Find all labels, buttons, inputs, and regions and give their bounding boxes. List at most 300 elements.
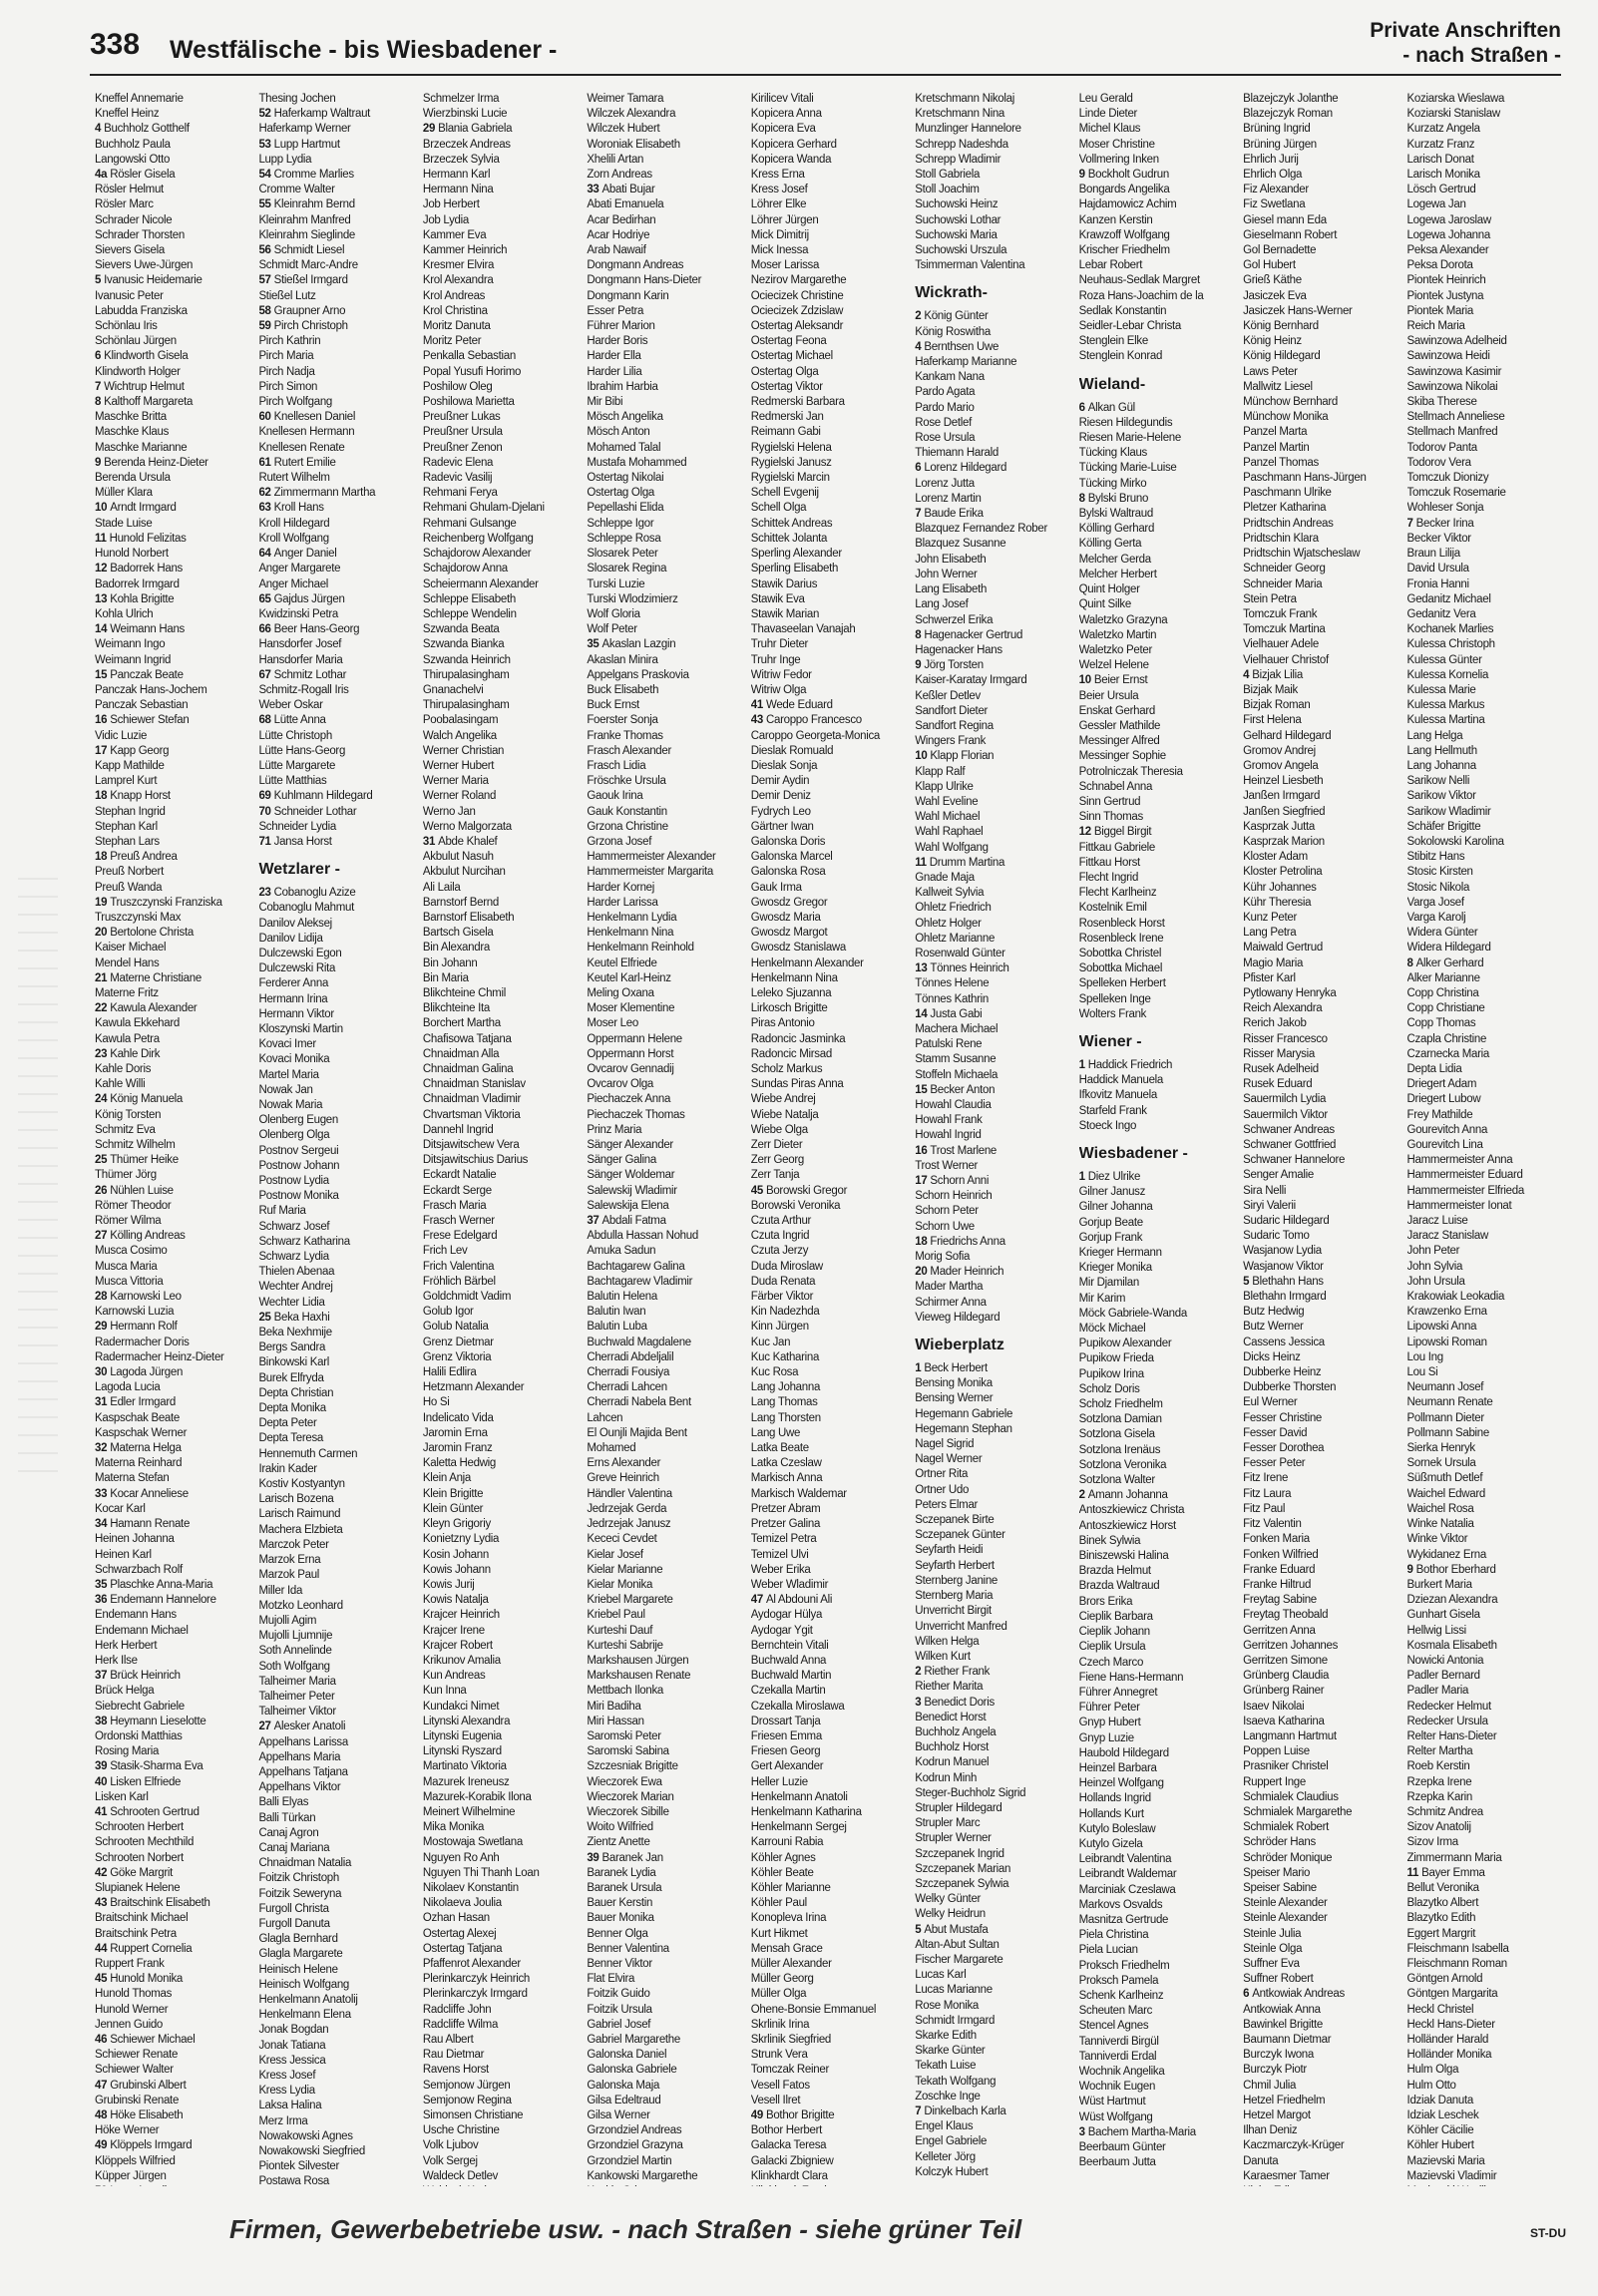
directory-entry: Kundakci Nimet	[422, 1700, 500, 1713]
directory-entry: Sotzlona Gisela	[1078, 1428, 1155, 1441]
directory-entry: Rosenwald Günter	[915, 947, 1005, 959]
directory-entry: Stein Petra	[1243, 592, 1297, 605]
directory-entry	[587, 2184, 745, 2186]
house-number: 65	[258, 592, 271, 605]
directory-entry: Schirmer Anna	[915, 1296, 987, 1309]
directory-entry: Henkelmann Nina	[587, 927, 674, 940]
directory-entry: Bawinkel Brigitte	[1243, 2018, 1324, 2031]
house-number: 17	[915, 1175, 928, 1188]
directory-entry: Glagla Margarete	[258, 1948, 343, 1961]
house-number: 35	[95, 1578, 108, 1591]
directory-entry: Schenk Karlheinz	[1078, 1989, 1164, 2002]
directory-entry: Sänger Woldemar	[587, 1169, 675, 1182]
directory-entry: Werno Malgorzata	[422, 820, 512, 833]
directory-entry: Schwerzel Erika	[915, 613, 994, 626]
directory-entry: Lorenz Jutta	[915, 477, 975, 490]
directory-entry: Mir Bibi	[587, 396, 623, 409]
directory-entry: Jonak Bogdan	[258, 2024, 329, 2037]
directory-entry: Galacki Zbigniew	[750, 2154, 834, 2167]
directory-entry: 31 Abde Khalef	[422, 835, 498, 848]
directory-entry: Tanniverdi Birgül	[1078, 2035, 1159, 2048]
directory-entry: Stenglein Elke	[1078, 335, 1148, 348]
directory-entry: Krol Alexandra	[422, 274, 494, 287]
directory-entry: Scholz Doris	[1078, 1382, 1140, 1395]
directory-entry: Gromov Andrej	[1243, 744, 1316, 757]
directory-entry: Mazurek Ireneusz	[422, 1775, 510, 1788]
directory-entry: Cobanoglu Mahmut	[258, 902, 355, 915]
directory-entry: Bizjak Roman	[1243, 699, 1311, 712]
directory-entry: 9 Bothor Eberhard	[1406, 1563, 1496, 1576]
directory-entry: 6 Lorenz Hildegard	[915, 462, 1007, 475]
directory-entry: Sperling Elisabeth	[750, 563, 839, 575]
directory-entry: Ostertag Feona	[750, 335, 827, 348]
directory-entry: 5 Blethahn Hans	[1243, 1275, 1324, 1288]
directory-entry: Rehmani Ghulam-Djelani	[422, 502, 545, 515]
directory-entry: Akbulut Nurcihan	[422, 866, 506, 879]
directory-entry: Cassens Jessica	[1243, 1336, 1325, 1348]
directory-entry: Anger Margarete	[258, 563, 341, 575]
directory-entry: Moser Klementine	[587, 1002, 675, 1015]
directory-entry: Pletzer Katharina	[1243, 502, 1327, 515]
directory-entry: Haferkamp Marianne	[915, 356, 1017, 369]
directory-entry: Lang Petra	[1243, 927, 1297, 940]
directory-entry: Kutylo Boleslaw	[1078, 1822, 1156, 1835]
directory-entry: Kunz Peter	[1243, 911, 1298, 924]
house-number: 3	[915, 1696, 922, 1709]
directory-entry: 11 Bayer Emma	[1406, 1866, 1485, 1879]
directory-entry: Scholz Markus	[750, 1063, 823, 1075]
directory-entry: Krajcer Irene	[422, 1624, 485, 1637]
directory-entry: Braitschink Michael	[95, 1912, 189, 1925]
house-number: 11	[915, 856, 927, 869]
directory-entry: Buck Elisabeth	[587, 683, 659, 696]
directory-entry: Fesser Dorothea	[1243, 1442, 1325, 1455]
directory-entry: Paschmann Ulrike	[1243, 487, 1332, 500]
directory-entry: Benner Olga	[587, 1927, 648, 1940]
directory-entry: Ifkovitz Manuela	[1078, 1089, 1157, 1102]
directory-entry: Dicks Heinz	[1243, 1350, 1301, 1363]
directory-entry: Waletzko Peter	[1078, 643, 1153, 656]
directory-entry: Müller Georg	[750, 1973, 814, 1986]
directory-entry: Keutel Elfriede	[587, 957, 657, 969]
directory-entry: Talheimer Viktor	[258, 1706, 336, 1719]
directory-entry: Piechaczek Anna	[587, 1093, 671, 1106]
directory-entry: Logewa Johanna	[1406, 228, 1490, 241]
directory-entry: Marzok Erna	[258, 1554, 321, 1567]
directory-entry: Pirch Kathrin	[258, 335, 321, 348]
directory-entry: Suchowski Lothar	[915, 213, 1001, 226]
directory-entry: Werner Hubert	[422, 759, 495, 772]
directory-entry: Fonken Wilfried	[1243, 1548, 1319, 1561]
directory-entry: Gert Alexander	[750, 1760, 824, 1773]
directory-entry: Turski Luzie	[587, 577, 645, 590]
directory-entry: Sandfort Regina	[915, 719, 994, 732]
house-number: 44	[95, 1942, 108, 1955]
directory-entry: Riether Marita	[915, 1681, 984, 1694]
house-number: 48	[95, 2109, 108, 2122]
directory-entry: 71 Jansa Horst	[258, 835, 332, 848]
directory-entry: 54 Cromme Marlies	[258, 169, 354, 182]
directory-entry: 17 Schorn Anni	[915, 1175, 990, 1188]
directory-entry: Schmidt Irmgard	[915, 2014, 996, 2027]
directory-entry: Wolf Gloria	[587, 607, 640, 620]
directory-entry: Schajdorow Anna	[422, 563, 508, 575]
directory-entry: Heinisch Helene	[258, 1963, 338, 1976]
directory-column	[1079, 92, 1238, 2186]
house-number: 13	[95, 592, 108, 605]
directory-entry: Müller Olga	[750, 1988, 807, 2001]
house-number: 5	[95, 274, 102, 287]
directory-entry: Klein Günter	[422, 1502, 484, 1515]
directory-entry: 4a Rösler Gisela	[95, 169, 176, 182]
house-number: 52	[258, 108, 271, 121]
directory-entry: Piela Christina	[1078, 1929, 1149, 1942]
directory-entry: Frasch Lidia	[587, 759, 646, 772]
directory-entry: Krakowiak Leokadia	[1406, 1291, 1505, 1304]
directory-entry: 13 Tönnes Heinrich	[915, 962, 1009, 975]
page-title: Westfälische - bis Wiesbadener -	[170, 36, 558, 64]
directory-entry: 5 Abut Mustafa	[915, 1923, 989, 1936]
directory-entry: Schmitz Andrea	[1406, 1805, 1483, 1818]
section-title-line2: - nach Straßen -	[1402, 44, 1561, 67]
directory-entry: 10 Arndt Irmgard	[95, 502, 177, 515]
directory-entry: Redecker Helmut	[1406, 1700, 1491, 1713]
directory-entry: Flecht Karlheinz	[1078, 887, 1157, 900]
directory-entry: Weimann Ingrid	[95, 653, 172, 666]
house-number: 2	[915, 1666, 922, 1679]
house-number: 3	[1078, 2125, 1085, 2138]
directory-entry: Rosing Maria	[95, 1745, 160, 1758]
directory-entry: Schittek Jolanta	[750, 532, 828, 545]
directory-entry: Endemann Hans	[95, 1609, 177, 1622]
directory-entry: Kulessa Marie	[1406, 683, 1476, 696]
directory-entry: 53 Lupp Hartmut	[258, 138, 340, 151]
directory-entry: 36 Endemann Hannelore	[95, 1594, 216, 1607]
directory-entry: Prasniker Christel	[1243, 1760, 1329, 1773]
directory-entry: Frese Edelgard	[422, 1230, 498, 1243]
directory-entry: Blazytko Albert	[1406, 1897, 1479, 1910]
directory-entry: Wochnik Eugen	[1078, 2081, 1156, 2094]
directory-entry: Radermacher Doris	[95, 1336, 190, 1348]
directory-entry: Balutin Iwan	[587, 1306, 646, 1319]
directory-entry: Todorov Vera	[1406, 456, 1471, 469]
directory-entry: Eckardt Natalie	[422, 1169, 497, 1182]
directory-entry: Labudda Franziska	[95, 304, 188, 317]
directory-entry: Schorn Peter	[915, 1205, 979, 1218]
house-number: 22	[95, 1002, 108, 1015]
directory-entry: Masnitza Gertrude	[1078, 1913, 1169, 1926]
directory-entry: 11 Drumm Martina	[915, 856, 1005, 869]
directory-entry: 47 Al Abdouni Ali	[750, 1594, 833, 1607]
directory-entry: Ozhan Hasan	[422, 1912, 490, 1925]
house-number: 58	[258, 304, 271, 317]
house-number: 43	[750, 714, 763, 727]
directory-entry: Popal Yusufi Horimo	[422, 365, 522, 378]
directory-entry: Nagel Werner	[915, 1453, 983, 1466]
directory-entry: Strupler Hildegard	[915, 1801, 1002, 1814]
directory-entry: Kwidzinski Petra	[258, 607, 339, 620]
directory-entry: Becker Viktor	[1406, 532, 1471, 545]
directory-entry: Welky Günter	[915, 1893, 982, 1906]
house-number: 7	[1406, 517, 1413, 530]
directory-entry: Baranek Ursula	[587, 1881, 662, 1894]
directory-entry: Stoeck Ingo	[1078, 1119, 1137, 1132]
directory-entry: Grenz Viktoria	[422, 1350, 492, 1363]
directory-entry: Sedlak Konstantin	[1078, 304, 1167, 317]
directory-entry: Siebrecht Gabriele	[95, 1700, 185, 1713]
directory-entry: Göntgen Margarita	[1406, 1988, 1498, 2001]
directory-entry: Danilov Lidija	[258, 932, 323, 945]
directory-entry: Ortner Udo	[915, 1483, 970, 1496]
directory-entry: Fleischmann Isabella	[1406, 1942, 1509, 1955]
house-number: 25	[258, 1311, 271, 1324]
house-number: 11	[95, 532, 107, 545]
directory-entry: Hermann Karl	[422, 169, 491, 182]
directory-entry: 17 Kapp Georg	[95, 744, 170, 757]
directory-entry: Talheimer Peter	[258, 1690, 335, 1703]
directory-entry: Pfaffenrot Alexander	[422, 1957, 521, 1970]
directory-entry: Franke Thomas	[587, 729, 663, 742]
directory-entry: Schmitz Wilhelm	[95, 1139, 176, 1152]
directory-entry: Radoncic Mirsad	[750, 1047, 832, 1060]
directory-column	[1243, 92, 1401, 2186]
house-number: 17	[95, 744, 108, 757]
directory-entry: Ovcarov Gennadij	[587, 1063, 674, 1075]
house-number: 60	[258, 411, 271, 424]
directory-entry: Waichel Rosa	[1406, 1502, 1474, 1515]
directory-entry: Benedict Horst	[915, 1711, 987, 1723]
directory-entry: Laws Peter	[1243, 365, 1298, 378]
directory-entry: Baumann Dietmar	[1243, 2034, 1332, 2046]
directory-entry: Litynski Ryszard	[422, 1745, 502, 1758]
directory-entry: Pirch Wolfgang	[258, 396, 333, 409]
directory-entry: Indelicato Vida	[422, 1411, 494, 1424]
directory-entry: David Ursula	[1406, 563, 1469, 575]
directory-entry: Copp Thomas	[1406, 1017, 1476, 1030]
directory-entry: Wolf Peter	[587, 623, 637, 636]
directory-entry: Werner Roland	[422, 790, 497, 803]
directory-entry: Gerritzen Anna	[1243, 1624, 1316, 1637]
house-number: 39	[95, 1760, 108, 1773]
directory-entry: Gelhard Hildegard	[1243, 729, 1332, 742]
house-number: 10	[915, 750, 928, 763]
directory-entry: Jedrzejak Janusz	[587, 1518, 671, 1531]
directory-entry: Mazievski Maria	[1406, 2154, 1485, 2167]
directory-entry: Jaracz Stanislaw	[1406, 1230, 1489, 1243]
directory-entry: Meling Oxana	[587, 986, 654, 999]
directory-entry: Hollands Ingrid	[1078, 1792, 1151, 1805]
directory-entry: Kochanek Marlies	[1406, 623, 1494, 636]
directory-entry: Czarnecka Maria	[1406, 1047, 1489, 1060]
directory-entry: Hammermeister Eduard	[1406, 1169, 1523, 1182]
directory-entry: Hollands Kurt	[1078, 1807, 1144, 1820]
directory-entry: Kloszynski Martin	[258, 1022, 343, 1035]
directory-entry: Truszczynski Max	[95, 911, 182, 924]
directory-entry: Dannehl Ingrid	[422, 1123, 494, 1136]
directory-entry: Lipowski Roman	[1406, 1336, 1487, 1348]
directory-entry: Chnaidman Stanislav	[422, 1078, 526, 1091]
directory-entry: Keßler Detlev	[915, 689, 981, 702]
house-number: 5	[915, 1923, 922, 1936]
directory-entry: Kielar Josef	[587, 1548, 643, 1561]
directory-entry: Nowak Jan	[258, 1083, 313, 1096]
directory-entry: Golub Natalia	[422, 1321, 489, 1334]
directory-entry: Kin Nadezhda	[750, 1306, 820, 1319]
directory-entry: Kaspschak Beate	[95, 1411, 181, 1424]
house-number: 23	[258, 887, 271, 900]
directory-entry: Kurzatz Angela	[1406, 123, 1480, 136]
directory-entry: Radcliffe John	[422, 2003, 492, 2016]
directory-entry: Tönnes Helene	[915, 977, 990, 990]
directory-entry: Gaouk Irina	[587, 790, 643, 803]
directory-entry: Plerinkarczyk Heinrich	[422, 1973, 531, 1986]
directory-entry: Seidler-Lebar Christa	[1078, 320, 1182, 333]
directory-entry: Rygielski Marcin	[750, 472, 830, 485]
directory-entry: Höke Werner	[95, 2124, 160, 2137]
directory-entry: Schleppe Igor	[587, 517, 654, 530]
directory-entry: Fitz Paul	[1243, 1502, 1286, 1515]
directory-entry: Mallwitz Liesel	[1243, 380, 1313, 393]
directory-entry: Nikolaeva Joulia	[422, 1897, 502, 1910]
house-number: 36	[95, 1594, 108, 1607]
directory-column	[258, 92, 417, 2186]
directory-entry: Heinen Karl	[95, 1548, 152, 1561]
directory-entry: Kielar Marianne	[587, 1563, 663, 1576]
house-number: 21	[95, 971, 108, 984]
directory-entry: Krawzenko Erna	[1406, 1306, 1487, 1319]
directory-entry: Erns Alexander	[587, 1457, 661, 1470]
directory-entry: Holländer Monika	[1406, 2049, 1492, 2062]
directory-entry: Altan-Abut Sultan	[915, 1938, 999, 1951]
directory-entry: Logewa Jaroslaw	[1406, 213, 1491, 226]
directory-entry: Stencel Agnes	[1078, 2020, 1149, 2033]
directory-entry: 19 Truszczynski Franziska	[95, 896, 222, 909]
directory-entry: Isaeva Katharina	[1243, 1715, 1325, 1727]
directory-entry: Wohleser Sonja	[1406, 502, 1484, 515]
directory-entry: Sänger Galina	[587, 1154, 656, 1167]
directory-entry: Cherradi Lahcen	[587, 1381, 667, 1394]
directory-entry: Akbulut Nasuh	[422, 851, 494, 864]
directory-entry: Lucas Marianne	[915, 1984, 993, 1997]
directory-entry: Logewa Jan	[1406, 198, 1466, 211]
house-number: 9	[915, 659, 922, 672]
directory-entry: Risser Francesco	[1243, 1032, 1328, 1045]
directory-entry: Ostertag Michael	[750, 350, 833, 363]
directory-entry: Schwaner Hannelore	[1243, 1154, 1346, 1167]
directory-entry: Friesen Emma	[750, 1729, 822, 1742]
directory-entry: Kocar Karl	[95, 1502, 146, 1515]
directory-entry: Steinle Alexander	[1243, 1912, 1328, 1925]
directory-entry: Poshilowa Marietta	[422, 396, 515, 409]
directory-entry: Steinle Olga	[1243, 1942, 1303, 1955]
house-number: 1	[1078, 1171, 1085, 1183]
directory-entry: Krajcer Heinrich	[422, 1609, 500, 1622]
directory-entry: Lagoda Lucia	[95, 1381, 161, 1394]
directory-entry: Waichel Edward	[1406, 1487, 1486, 1500]
directory-entry: Mostowaja Swetlana	[422, 1836, 523, 1849]
directory-entry: Karrouni Rabia	[750, 1836, 824, 1849]
directory-entry: Preuß Norbert	[95, 866, 164, 879]
directory-entry: Quint Silke	[1078, 598, 1131, 611]
directory-entry: Lupp Lydia	[258, 153, 312, 166]
house-number: 8	[1406, 957, 1413, 969]
directory-entry: Mujolli Ljumnije	[258, 1630, 333, 1643]
house-number: 66	[258, 623, 271, 636]
directory-entry: Skarke Günter	[915, 2045, 986, 2058]
directory-entry: Larisch Raimund	[258, 1508, 341, 1521]
directory-entry: Sänger Alexander	[587, 1139, 673, 1152]
house-number: 23	[95, 1047, 108, 1060]
directory-entry: Henkelmann Elena	[258, 2009, 351, 2022]
directory-entry: Drossart Tanja	[750, 1715, 821, 1727]
directory-entry: Kaiser-Karatay Irmgard	[915, 674, 1027, 687]
directory-entry: Redmerski Jan	[750, 411, 824, 424]
directory-entry: 4 Bernthsen Uwe	[915, 340, 999, 353]
directory-entry: Motzko Leonhard	[258, 1599, 343, 1612]
directory-entry: Ehrlich Jurij	[1243, 153, 1299, 166]
directory-entry: Werner Christian	[422, 744, 505, 757]
directory-entry: Fleischmann Roman	[1406, 1957, 1507, 1970]
directory-entry: Saromski Peter	[587, 1729, 661, 1742]
directory-entry: Ostertag Tatjana	[422, 1942, 503, 1955]
directory-entry: 61 Rutert Emilie	[258, 456, 336, 469]
directory-entry: Sizov Anatolij	[1406, 1821, 1471, 1834]
directory-entry: Kölling Gerhard	[1078, 523, 1155, 536]
directory-entry: Magio Maria	[1243, 957, 1304, 969]
directory-entry: Sarikow Viktor	[1406, 790, 1476, 803]
directory-entry: Sarikow Wladimir	[1406, 805, 1491, 818]
directory-entry: Vieweg Hildegard	[915, 1311, 1000, 1324]
directory-entry: Moser Leo	[587, 1017, 638, 1030]
directory-entry: Römer Wilma	[95, 1215, 162, 1228]
directory-entry: Duda Renata	[750, 1275, 816, 1288]
directory-entry: Pridtschin Wjatscheslaw	[1243, 548, 1361, 561]
directory-entry: Münchow Bernhard	[1243, 396, 1339, 409]
directory-entry: Henkelmann Lydia	[587, 911, 677, 924]
directory-entry: 58 Graupner Arno	[258, 304, 346, 317]
directory-entry: Postawa Rosa	[258, 2175, 329, 2186]
directory-entry: Furgoll Danuta	[258, 1917, 330, 1930]
directory-entry: Gnyp Luzie	[1078, 1731, 1134, 1744]
directory-entry: Wiebe Andrej	[750, 1093, 816, 1106]
house-number: 7	[95, 380, 102, 393]
directory-entry: Ostertag Viktor	[750, 380, 823, 393]
directory-entry: Ostertag Aleksandr	[750, 320, 844, 333]
directory-entry: Roza Hans-Joachim de la	[1078, 289, 1204, 302]
directory-entry: Ravens Horst	[422, 2064, 489, 2077]
directory-entry: Padler Maria	[1406, 1685, 1469, 1698]
directory-entry: Tücking Marie-Luise	[1078, 462, 1177, 475]
directory-entry: Materna Stefan	[95, 1472, 170, 1485]
directory-entry: Suffner Robert	[1243, 1973, 1314, 1986]
directory-entry: Wahl Eveline	[915, 795, 979, 808]
directory-entry: Foerster Sonja	[587, 714, 658, 727]
directory-entry: Klapp Ralf	[915, 765, 966, 778]
directory-entry: Kurteshi Dauf	[587, 1624, 653, 1637]
directory-entry: Senger Amalie	[1243, 1169, 1315, 1182]
directory-entry: Stoffeln Michaela	[915, 1068, 999, 1081]
house-number: 2	[915, 310, 922, 323]
directory-entry: Antoszkiewicz Christa	[1078, 1504, 1185, 1517]
directory-entry: Tönnes Kathrin	[915, 992, 990, 1005]
directory-entry: Kopicera Gerhard	[750, 138, 837, 151]
directory-entry: Jedrzejak Gerda	[587, 1502, 667, 1515]
directory-entry: Kretschmann Nina	[915, 108, 1005, 121]
directory-entry: Lebar Robert	[1078, 259, 1143, 272]
house-number: 25	[95, 1154, 108, 1167]
directory-entry: Werno Jan	[422, 805, 476, 818]
directory-entry: Stibitz Hans	[1406, 851, 1465, 864]
